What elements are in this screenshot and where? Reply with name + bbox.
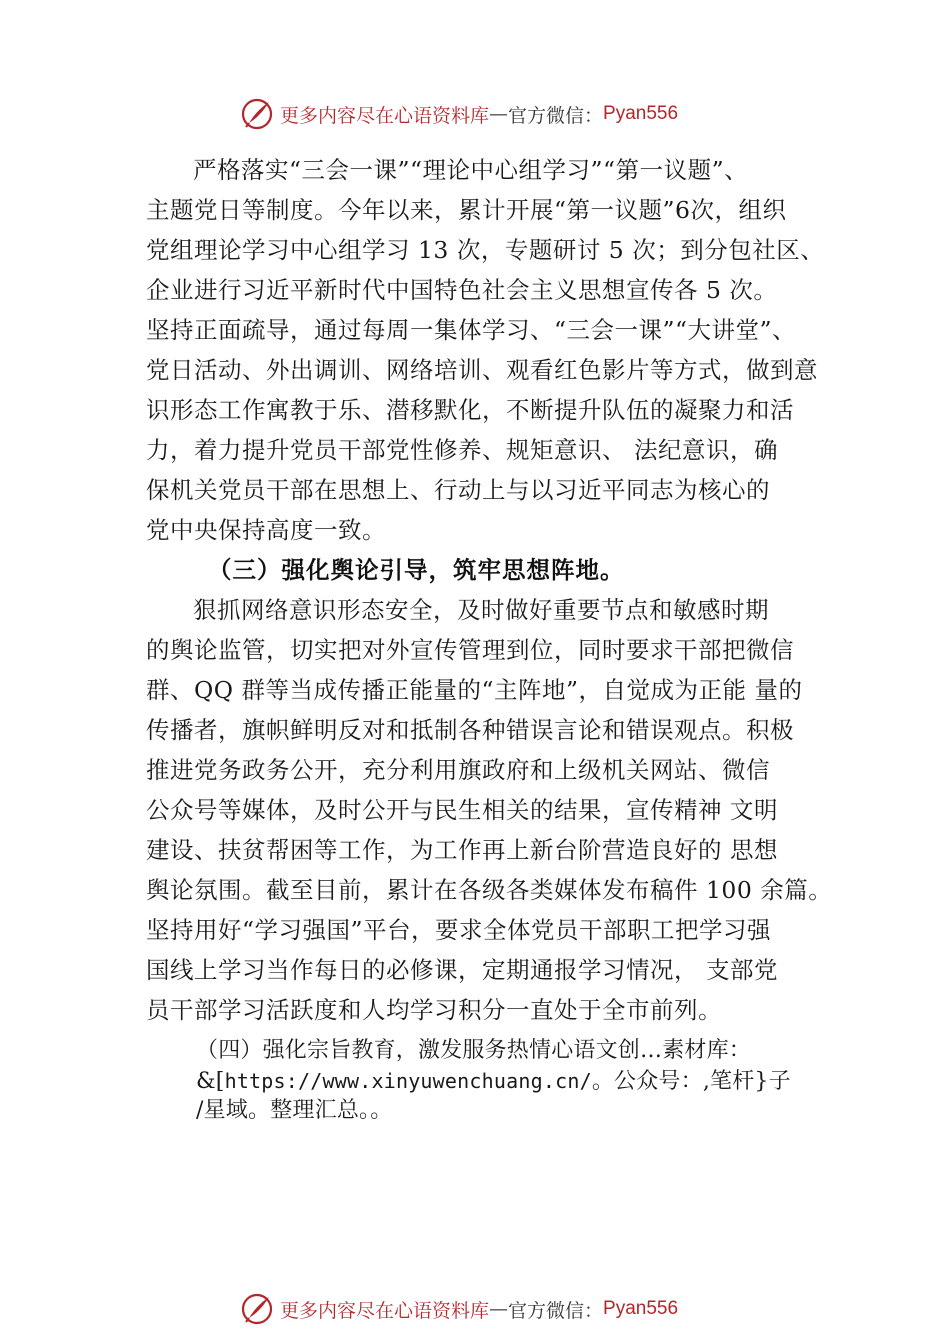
paragraph-study-system — [146, 150, 836, 550]
text-line: 推进党务政务公开，充分利用旗政府和上级机关网站、微信 — [146, 756, 770, 784]
text-fragment: &[ — [196, 1069, 225, 1094]
text-line: /星域。整理汇总。。 — [196, 1098, 393, 1123]
header-watermark — [240, 96, 678, 132]
quill-pen-icon — [240, 1292, 274, 1326]
text-line: 狠抓网络意识形态安全，及时做好重要节点和敏感时期 — [193, 596, 769, 624]
quill-pen-icon — [240, 97, 274, 131]
text-fragment: 。公众号：,笔杆}子 — [591, 1069, 791, 1094]
section-heading-4-block — [146, 1036, 836, 1126]
footer-watermark — [240, 1291, 678, 1327]
text-line: 力，着力提升党员干部党性修养、规矩意识、 法纪意识，确 — [146, 436, 778, 464]
text-line: 坚持用好“学习强国”平台，要求全体党员干部职工把学习强 — [146, 916, 772, 944]
text-line: 企业进行习近平新时代中国特色社会主义思想宣传各 5 次。 — [146, 276, 778, 304]
text-line: 建设、扶贫帮困等工作，为工作再上新台阶营造良好的 思想 — [146, 836, 778, 864]
text-line — [196, 1066, 836, 1096]
section-heading-4: （四）强化宗旨教育，激发服务热情心语文创…素材库： — [196, 1038, 752, 1063]
text-line: 员干部学习活跃度和人均学习积分一直处于全市前列。 — [146, 996, 722, 1024]
text-line: 保机关党员干部在思想上、行动上与以习近平同志为核心的 — [146, 476, 770, 504]
watermark-wechat-id: Pyan556 — [603, 103, 679, 124]
watermark-brand: 更多内容尽在心语资料库 — [280, 104, 490, 127]
text-line: 国线上学习当作每日的必修课，定期通报学习情况， 支部党 — [146, 956, 778, 984]
text-line: 舆论氛围。截至目前，累计在各级各类媒体发布稿件 100 余篇。 — [146, 876, 833, 904]
text-line: 主题党日等制度。今年以来，累计开展“第一议题”6次，组织 — [146, 196, 787, 224]
watermark-wechat-id: Pyan556 — [603, 1298, 679, 1319]
watermark-official-label: 官方微信： — [508, 104, 604, 127]
text-line: 严格落实“三会一课”“理论中心组学习”“第一议题”、 — [193, 156, 749, 184]
text-line: 传播者，旗帜鲜明反对和抵制各种错误言论和错误观点。积极 — [146, 716, 794, 744]
watermark-separator: — — [489, 1298, 509, 1320]
text-line: 党组理论学习中心组学习 13 次，专题研讨 5 次；到分包社区、 — [146, 236, 825, 264]
text-line: 党中央保持高度一致。 — [146, 516, 386, 544]
text-line: 党日活动、外出调训、网络培训、观看红色影片等方式，做到意 — [146, 356, 818, 384]
text-line: 坚持正面疏导，通过每周一集体学习、“三会一课”“大讲堂”、 — [146, 316, 797, 344]
website-link[interactable]: https://www.xinyuwenchuang.cn/ — [224, 1069, 592, 1093]
paragraph-public-opinion — [146, 590, 836, 1030]
text-line: 的舆论监管，切实把对外宣传管理到位，同时要求干部把微信 — [146, 636, 794, 664]
watermark-official-label: 官方微信： — [508, 1299, 604, 1322]
watermark-brand: 更多内容尽在心语资料库 — [280, 1299, 490, 1322]
document-body — [146, 150, 836, 1126]
watermark-separator: — — [489, 103, 509, 125]
text-line: 公众号等媒体，及时公开与民生相关的结果，宣传精神 文明 — [146, 796, 778, 824]
section-heading-3: （三）强化舆论引导，筑牢思想阵地。 — [208, 556, 625, 584]
text-line: 群、QQ 群等当成传播正能量的“主阵地”，自觉成为正能 量的 — [146, 676, 803, 704]
text-line: 识形态工作寓教于乐、潜移默化，不断提升队伍的凝聚力和活 — [146, 396, 794, 424]
